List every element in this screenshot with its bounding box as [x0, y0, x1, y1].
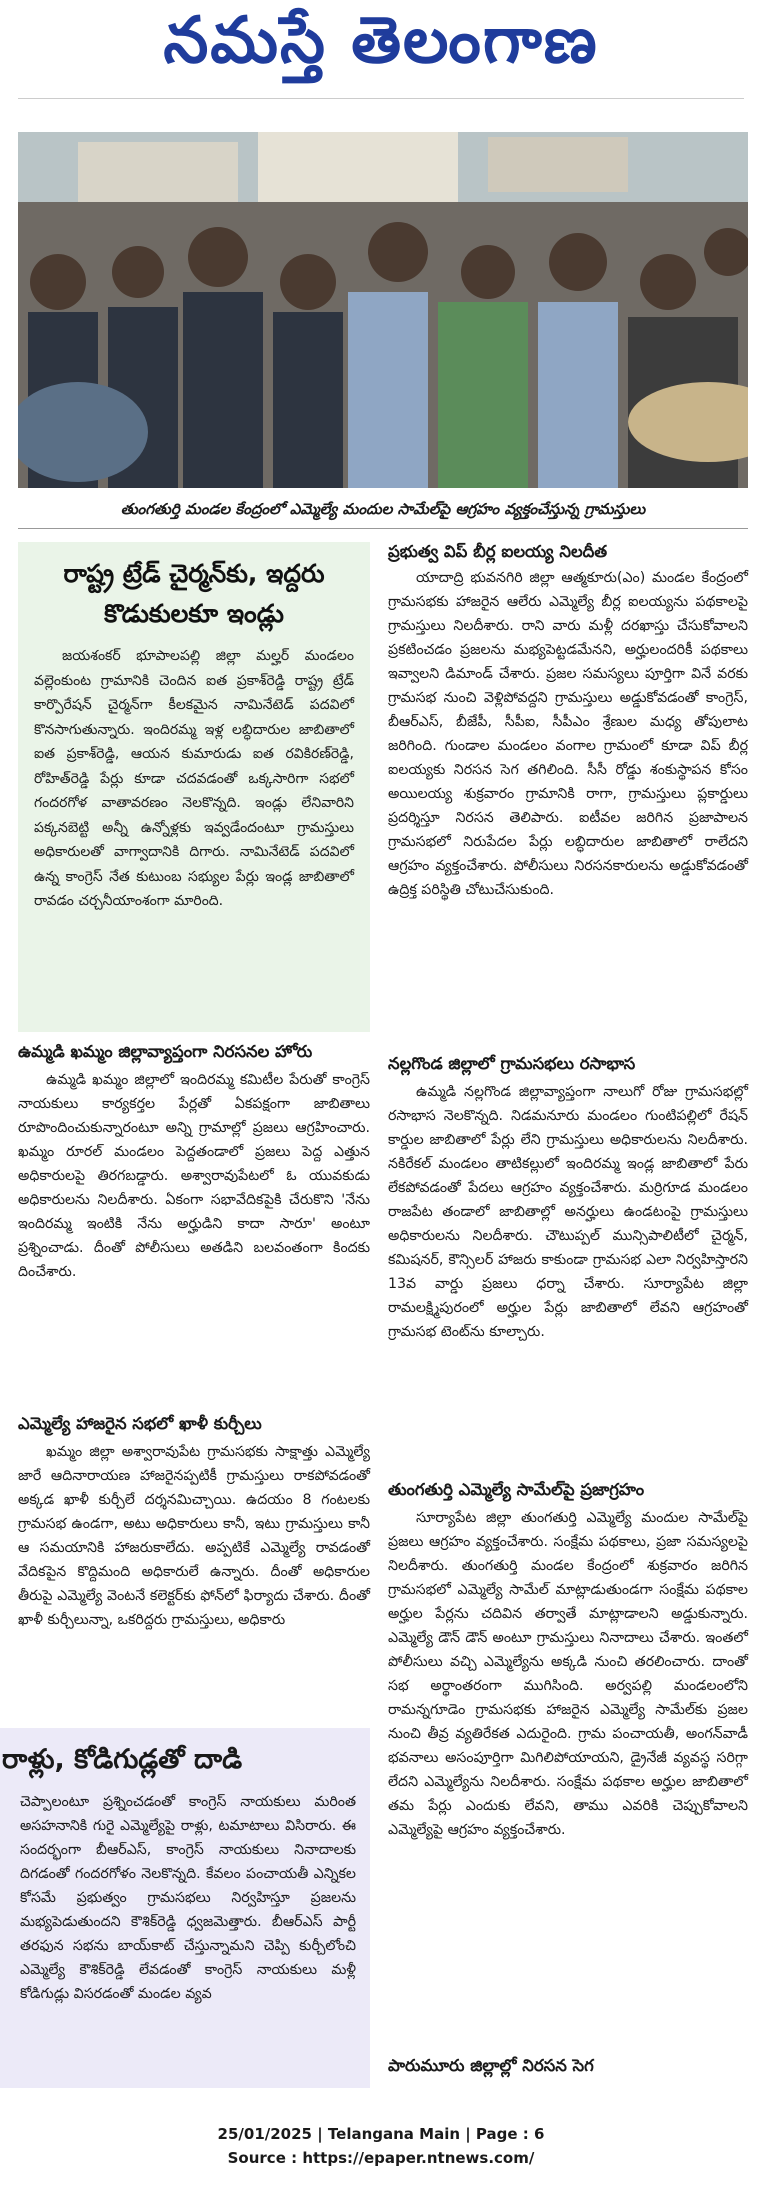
photo-caption: తుంగతుర్తి మండల కేంద్రంలో ఎమ్మెల్యే మందుల సామేల్‌పై ఆగ్రహం వ్యక్తంచేస్తున్న గ్రామస్తులు [18, 494, 748, 529]
left-para-1-wrap [18, 1068, 370, 1284]
right-para-1: యాదాద్రి భువనగిరి జిల్లా ఆత్మకూరు(ఎం) మండల కేంద్రంలో గ్రామసభకు హాజరైన ఆలేరు ఎమ్మెల్యే బీర్ల ఐలయ్యను పథకాలపై గ్రామస్తులు నిలదీశారు. రాని వారు మళ్లీ దరఖాస్తు చేసుకోవాలని ప్రకటించడం ప్రజలను మభ్యపెట్టడమేనని, అర్హులందరికీ పథకాలు ఇవ్వాలని డిమాండ్ చేశారు. ప్రజల సమస్యలు పూర్తిగా వినే వరకు గ్రామసభ నుంచి వెళ్లిపోవద్దని గ్రామస్తులు అడ్డుకోవడంతో కాంగ్రెస్, బీఆర్ఎస్, బీజేపీ, సీపీఐ, సీపీఎం శ్రేణుల మధ్య తోపులాట జరిగింది. గుండాల మండలం వంగాల గ్రామంలో కూడా విప్ బీర్ల ఐలయ్యకు నిరసన సెగ తగిలింది. సీసీ రోడ్డు శంకుస్థాపన కోసం అయిలయ్య శుక్రవారం గ్రామానికి రాగా, గ్రామస్తులు ప్లకార్డులు ప్రదర్శిస్తూ నిరసన తెలిపారు. ఐటీవల జరిగిన ప్రజాపాలన గ్రామసభలో నిరుపేదల పేర్లు లబ్ధిదారుల జాబితాలో రాలేదని ఆగ్రహం వ్యక్తంచేశారు. పోలీసులు నిరసనకారులను అడ్డుకోవడంతో ఉద్రిక్త పరిస్థితి చోటుచేసుకుంది. [388, 570, 748, 898]
left-para-1: ఉమ్మడి ఖమ్మం జిల్లాలో ఇందిరమ్మ కమిటీల పేరుతో కాంగ్రెస్ నాయకులు కార్యకర్తల పేర్లతో ఏకపక్షంగా జాబితాలు రూపొందించుకున్నారంటూ అన్ని గ్రామాల్లో ప్రజలు ఆగ్రహించారు. ఖమ్మం రూరల్ మండలం పెద్దతండాలో ప్రజలు పెద్ద ఎత్తున అధికారులపై తిరగబడ్డారు. అశ్వారావుపేటలో ఓ యువకుడు అధికారులను నిలదీశారు. ఏకంగా సభావేదికపైకి చేరుకొని 'నేను ఇందిరమ్మ ఇంటికి నేను అర్హుడిని కాదా సారూ' అంటూ ప్రశ్నించాడు. దీంతో పోలీసులు అతడిని బలవంతంగా కిందకు దించేశారు. [18, 1072, 370, 1280]
left-subhead-1: ఉమ్మడి ఖమ్మం జిల్లావ్యాప్తంగా నిరసనల హోరు [18, 1042, 313, 1061]
left-para-2: ఖమ్మం జిల్లా అశ్వారావుపేట గ్రామసభకు సాక్షాత్తు ఎమ్మెల్యే జారే ఆదినారాయణ హాజరైనప్పటికీ గ్రామస్తులు రాకపోవడంతో అక్కడ ఖాళీ కుర్చీలే దర్శనమిచ్చాయి. ఉదయం 8 గంటలకు గ్రామసభ ఉండగా, అటు అధికారులు కానీ, ఇటు గ్రామస్తులు కానీ ఆ సమయానికి హాజరుకాలేదు. అప్పటికే ఎమ్మెల్యే రావడంతో వేదికపైన కొద్దిమంది అధికారులే ఉన్నారు. దీంతో అధికారుల తీరుపై ఎమ్మెల్యే వెంటనే కలెక్టర్‌కు ఫోన్‌లో ఫిర్యాదు చేశారు. దీంతో ఖాళీ కుర్చీలున్నా, ఒకరిద్దరు గ్రామస్తులు, అధికారు [18, 1444, 370, 1628]
news-photo [18, 132, 748, 488]
right-para-3: సూర్యాపేట జిల్లా తుంగతుర్తి ఎమ్మెల్యే మందుల సామేల్‌పై ప్రజలు ఆగ్రహం వ్యక్తంచేశారు. సంక్షేమ పథకాలు, ప్రజా సమస్యలపై నిలదీశారు. తుంగతుర్తి మండల కేంద్రంలో శుక్రవారం జరిగిన గ్రామసభలో ఎమ్మెల్యే సామేల్ మాట్లాడుతుండగా సంక్షేమ పథకాల అర్హుల పేర్లను చదివిన తర్వాతే మాట్లాడాలని అడ్డుకున్నారు. ఎమ్మెల్యే డౌన్ డౌన్ అంటూ గ్రామస్తులు నినాదాలు చేశారు. ఇంతలో పోలీసులు వచ్చి ఎమ్మెల్యేను అక్కడి నుంచి తరలించారు. దాంతో సభ అర్థాంతరంగా ముగిసింది. అర్వపల్లి మండలంలోని రామన్నగూడెం గ్రామసభకు హాజరైన ఎమ్మెల్యే సామేల్‌కు ప్రజల నుంచి తీవ్ర వ్యతిరేకత ఎదురైంది. గ్రామ పంచాయతీ, అంగన్‌వాడీ భవనాలు అసంపూర్తిగా మిగిలిపోయాయని, డ్రైనేజీ వ్యవస్థ సరిగ్గా లేదని ఎమ్మెల్యేను నిలదీశారు. సంక్షేమ పథకాల అర్హుల జాబితాలో తమ పేర్లు ఎందుకు లేవని, తాము ఎవరికి చెప్పుకోవాలని ఎమ్మెల్యేపై ఆగ్రహం వ్యక్తంచేశారు. [388, 1510, 748, 1838]
box2-body: చెప్పాలంటూ ప్రశ్నించడంతో కాంగ్రెస్ నాయకులు మరింత అసహనానికి గురై ఎమ్మెల్యేపై రాళ్లు, టమాటాలు విసిరారు. ఈ సందర్భంగా బీఆర్ఎస్, కాంగ్రెస్ నాయకులు నినాదాలకు దిగడంతో గందరగోళం నెలకొన్నది. కేవలం పంచాయతీ ఎన్నికల కోసమే ప్రభుత్వం గ్రామసభలు నిర్వహిస్తూ ప్రజలను మభ్యపెడుతుందని కౌశిక్‌రెడ్డి ధ్వజమెత్తారు. బీఆర్ఎస్ పార్టీ తరఫున సభను బాయ్‌కాట్ చేస్తున్నామని చెప్పి కుర్చీలోంచి ఎమ్మెల్యే కౌశిక్‌రెడ్డి లేవడంతో కాంగ్రెస్ నాయకులు మళ్లీ కోడిగుడ్లు విసరడంతో మండల వ్యవ [20, 1794, 356, 2002]
left-para-2-wrap [18, 1440, 370, 1632]
highlight-box-stones-eggs [0, 1728, 370, 2088]
right-para-1-wrap [388, 566, 748, 902]
footer-source-line: Source : https://epaper.ntnews.com/ [227, 2149, 535, 2167]
right-para-3-wrap [388, 1506, 748, 1842]
right-subhead-1: ప్రభుత్వ విప్ బీర్ల ఐలయ్య నిలదీత [388, 542, 608, 561]
box1-body-wrap [18, 644, 370, 914]
right-subhead-4: పారుమూరు జిల్లాల్లో నిరసన సెగ [388, 2056, 594, 2075]
box1-body: జయశంకర్ భూపాలపల్లి జిల్లా మల్హర్ మండలం వల్లెంకుంట గ్రామానికి చెందిన ఐత ప్రకాశ్‌రెడ్డి రాష్ట్ర ట్రేడ్ కార్పొరేషన్ చైర్మన్‌గా కీలకమైన నామినేటెడ్ పదవిలో కొనసాగుతున్నారు. ఇందిరమ్మ ఇళ్ల లబ్ధిదారుల జాబితాలో ఐత ప్రకాశ్‌రెడ్డి, ఆయన కుమారుడు ఐత రవికిరణ్‌రెడ్డి, రోహిత్‌రెడ్డి పేర్లు కూడా చదవడంతో ఒక్కసారిగా సభలో గందరగోళ వాతావరణం నెలకొన్నది. ఇండ్లు లేనివారిని పక్కనబెట్టి అన్నీ ఉన్నోళ్లకు ఇవ్వడేందంటూ గ్రామస్తులు అధికారులతో వాగ్వాదానికి దిగారు. నామినేటెడ్ పదవిలో ఉన్న కాంగ్రెస్ నేత కుటుంబ సభ్యుల పేర్లు ఇండ్ల జాబితాలో రావడం చర్చనీయాంశంగా మారింది. [34, 648, 354, 909]
right-subhead-3: తుంగతుర్తి ఎమ్మెల్యే సామేల్‌పై ప్రజాగ్రహం [388, 1480, 645, 1499]
box2-body-wrap [0, 1790, 370, 2006]
footer-date-line: 25/01/2025 | Telangana Main | Page : 6 [217, 2125, 545, 2143]
masthead-title: నమస్తే తెలంగాణ [163, 3, 599, 78]
right-para-2: ఉమ్మడి నల్లగొండ జిల్లావ్యాప్తంగా నాలుగో రోజు గ్రామసభల్లో రసాభాస నెలకొన్నది. నిడమనూరు మండలం గుంటిపల్లిలో రేషన్ కార్డుల జాబితాలో పేర్లు లేని గ్రామస్తులు అధికారులను నిలదీశారు. నకిరేకల్ మండలం తాటికల్లులో ఇందిరమ్మ ఇండ్ల జాబితాలో పేరు లేకపోవడంతో పేదలు ఆగ్రహం వ్యక్తంచేశారు. మర్రిగూడ మండలం రాజపేట తండాలో జాబితాల్లో అనర్హులు ఉండటంపై గ్రామస్తులు అధికారులను నిలదీశారు. చౌటుప్పల్ మున్సిపాలిటీలో చైర్మన్, కమిషనర్, కౌన్సిలర్ హాజరు కాకుండా గ్రామసభ ఎలా నిర్వహిస్తారని 13వ వార్డు ప్రజలు ధర్నా చేశారు. సూర్యాపేట జిల్లా రామలక్ష్మిపురంలో అర్హుల పేర్లు జాబితాలో లేవని ఆగ్రహంతో గ్రామసభ టెంట్‌ను కూల్చారు. [388, 1084, 748, 1340]
box1-headline: రాష్ట్ర ట్రేడ్ చైర్మన్‌కు, ఇద్దరు కొడుకులకూ ఇండ్లు [63, 559, 325, 628]
top-divider [18, 98, 744, 107]
page-footer [0, 2122, 762, 2170]
masthead [0, 0, 762, 96]
crowd-photo-illustration [18, 132, 748, 488]
right-subhead-2: నల్లగొండ జిల్లాలో గ్రామసభలు రసాభాస [388, 1054, 636, 1073]
highlight-box-trade-chairman [18, 542, 370, 1032]
left-subhead-2: ఎమ్మెల్యే హాజరైన సభలో ఖాళీ కుర్చీలు [18, 1414, 262, 1433]
box2-headline: రాళ్లు, కోడిగుడ్లతో దాడి [2, 1744, 243, 1775]
right-para-2-wrap [388, 1080, 748, 1344]
